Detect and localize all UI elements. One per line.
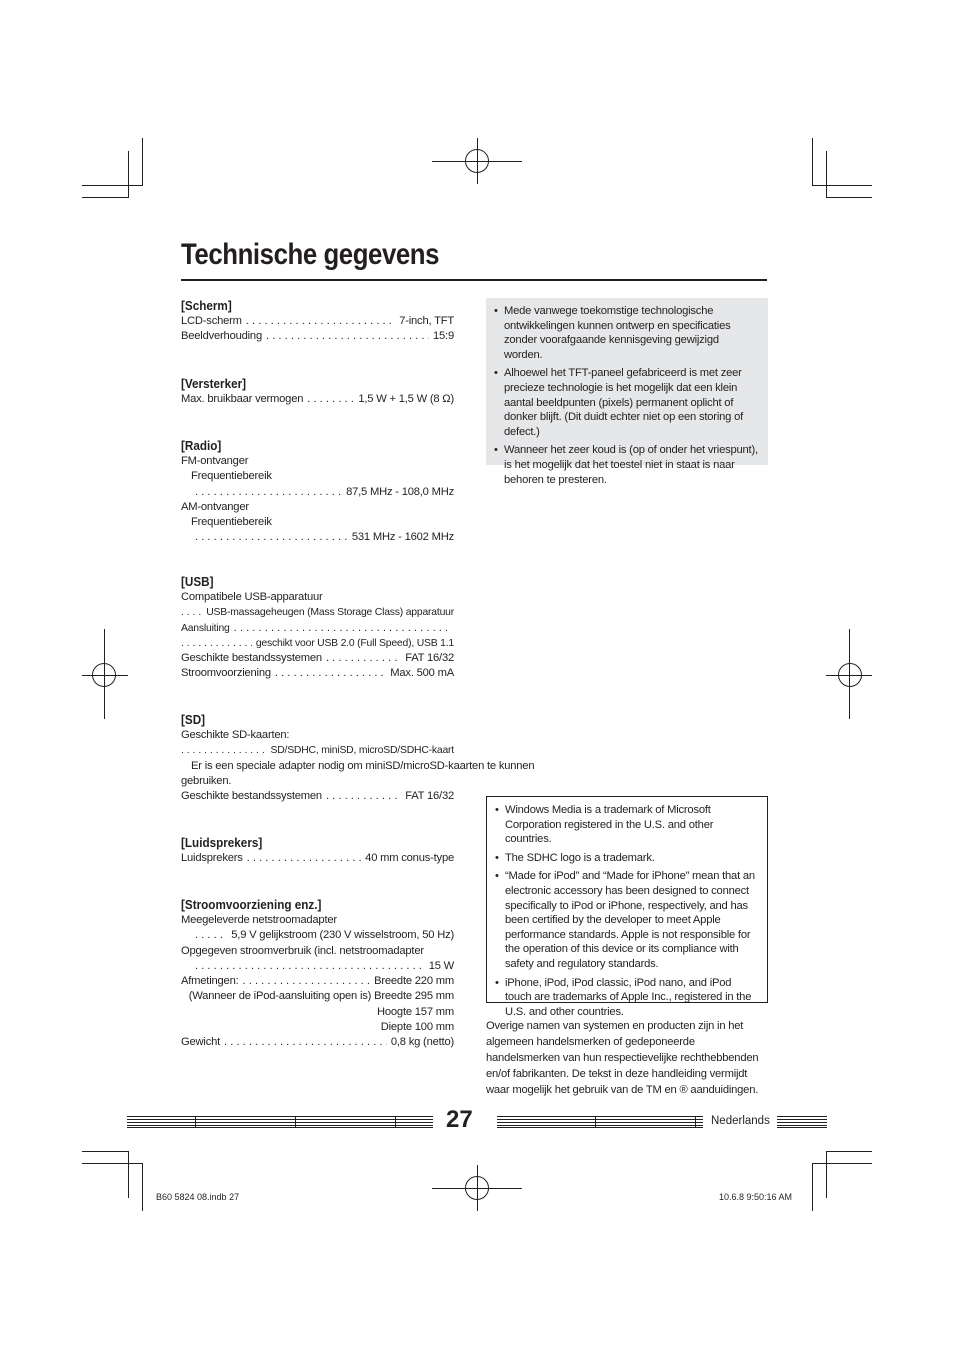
spec-row: Geschikte bestandssystemen . . . FAT 16/32	[181, 789, 454, 804]
spec-row: Max. bruikbaar vermogen . . . 1,5 W + 1,5 W (8 Ω)	[181, 392, 454, 407]
section-heading: [Radio]	[181, 438, 222, 453]
section-luidsprekers	[181, 835, 454, 866]
spec-row: Gewicht . . . 0,8 kg (netto)	[181, 1035, 454, 1050]
section-heading: [Luidsprekers]	[181, 835, 263, 850]
fm-label: FM-ontvanger	[181, 455, 249, 467]
title-rule	[181, 279, 767, 281]
spec-row: . . . SD/SDHC, miniSD, microSD/SDHC-kaart	[181, 743, 454, 758]
page-title: Technische gegevens	[181, 238, 440, 271]
notes-list	[494, 304, 758, 487]
spec-row: Luidsprekers . . . 40 mm conus-type	[181, 851, 454, 866]
note-item: • Mede vanwege toekomstige technologische ontwikkelingen kunnen ontwerp en specificaties zonder voorafgaande kennisgeving gewijzigd worden.	[494, 304, 758, 362]
dimension-line: (Wanneer de iPod-aansluiting open is) Breedte 295 mm	[188, 990, 454, 1003]
trademark-item: • “Made for iPod” and “Made for iPhone” mean that an electronic accessory has been designed to connect specifically to iPod or iPhone, respectively, and has been certified by the developer to meet Apple performance standards. Apple is not responsible for the operation of this device or its compliance with safety and regulatory standards.	[495, 869, 759, 971]
page-band-end	[777, 1116, 827, 1128]
trademarks-box	[486, 796, 768, 1018]
adapter-label: Meegeleverde netstroomadapter	[181, 914, 337, 926]
page-band-right	[497, 1116, 703, 1128]
spec-row: . . . 87,5 MHz - 108,0 MHz	[181, 485, 454, 500]
page-number: 27	[446, 1106, 473, 1133]
note-item: • Wanneer het zeer koud is (op of onder het vriespunt), is het mogelijk dat het toestel niet in staat is naar behoren te presteren.	[494, 443, 758, 487]
fm-frequency-label: Frequentiebereik	[191, 470, 272, 483]
section-heading: [Stroomvoorziening enz.]	[181, 897, 322, 912]
section-heading: [Scherm]	[181, 298, 232, 313]
section-sd	[181, 712, 535, 804]
trademark-item: • iPhone, iPod, iPod classic, iPod nano, and iPod touch are trademarks of Apple Inc., registered in the U.S. and other countries.	[495, 976, 759, 1020]
sd-note: gebruiken.	[181, 774, 232, 787]
footer-file-info: B60 5824 08.indb 27	[156, 1192, 240, 1202]
am-frequency-label: Frequentiebereik	[191, 516, 272, 529]
language-label: Nederlands	[711, 1115, 770, 1127]
spec-row: Aansluiting . . .	[181, 621, 454, 636]
am-label: AM-ontvanger	[181, 500, 249, 513]
trademarks-list	[495, 803, 759, 1019]
consumption-label: Opgegeven stroomverbruik (incl. netstroomadapter	[181, 944, 424, 957]
spec-row: . . . USB-massageheugen (Mass Storage Class) apparatuur	[181, 605, 454, 620]
section-heading: [SD]	[181, 712, 206, 727]
spec-row: Beeldverhouding . . . 15:9	[181, 329, 454, 344]
section-stroomvoorziening	[181, 897, 454, 1051]
section-versterker	[181, 376, 454, 407]
spec-row: . . . 5,9 V gelijkstroom (230 V wisselstroom, 50 Hz)	[181, 928, 454, 943]
other-names-paragraph: Overige namen van systemen en producten zijn in het algemeen handelsmerken of gedeponeerde handelsmerken van hun respectievelijke rechthebbenden en/of fabrikanten. De tekst in deze handleiding vermijdt waar mogelijk het gebruik van de TM en ® aanduidingen.	[486, 1020, 759, 1096]
spec-row: Geschikte bestandssystemen . . . FAT 16/32	[181, 651, 454, 666]
note-item: • Alhoewel het TFT-paneel gefabriceerd is met zeer precieze technologie is het mogelijk dat een klein aantal beeldpunten (pixels) permanent oplicht of donker blijft. (Dit duidt echter niet op een storing of defect.)	[494, 366, 758, 439]
dimension-line: Diepte 100 mm	[380, 1021, 454, 1034]
page-band-left	[127, 1116, 433, 1128]
trademark-item: • Windows Media is a trademark of Microsoft Corporation registered in the U.S. and other countries.	[495, 803, 759, 847]
spec-row: . . . geschikt voor USB 2.0 (Full Speed), USB 1.1	[181, 636, 454, 651]
spec-row: LCD-scherm . . . 7-inch, TFT	[181, 314, 454, 329]
section-scherm	[181, 298, 454, 345]
section-radio	[181, 438, 454, 546]
dimension-line: Hoogte 157 mm	[377, 1005, 454, 1018]
section-heading: [USB]	[181, 574, 214, 589]
notes-box	[486, 298, 768, 486]
spec-row: . . . 531 MHz - 1602 MHz	[181, 530, 454, 545]
sd-note: Er is een speciale adapter nodig om miniSD/microSD-kaarten te kunnen	[191, 759, 535, 772]
spec-row: Stroomvoorziening . . . Max. 500 mA	[181, 666, 454, 681]
spec-row: . . . 15 W	[181, 959, 454, 974]
footer-timestamp: 10.6.8 9:50:16 AM	[719, 1192, 793, 1202]
usb-compat-label: Compatibele USB-apparatuur	[181, 591, 323, 603]
section-heading: [Versterker]	[181, 376, 247, 391]
trademark-item: • The SDHC logo is a trademark.	[495, 851, 759, 866]
spec-row: Afmetingen: . . . Breedte 220 mm	[181, 974, 454, 989]
section-usb	[181, 574, 454, 682]
sd-cards-label: Geschikte SD-kaarten:	[181, 729, 290, 741]
